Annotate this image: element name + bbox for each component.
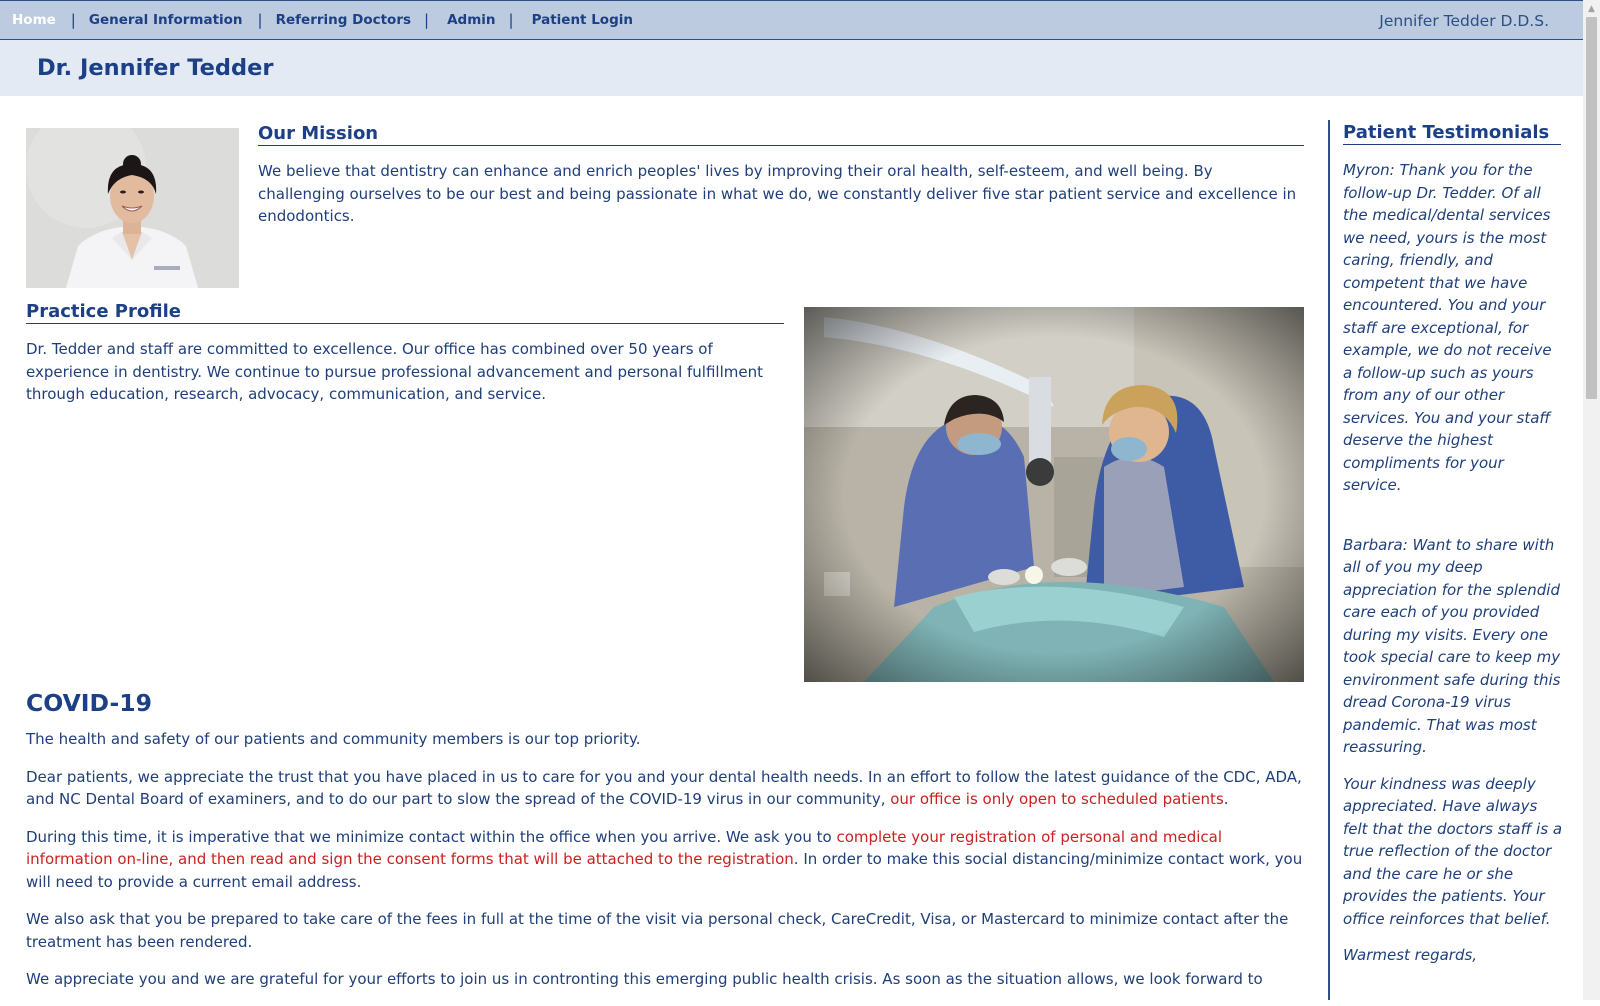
- nav-referring-doctors-link[interactable]: Referring Doctors: [275, 12, 412, 28]
- portrait-illustration: [26, 128, 239, 288]
- nav-separator: |: [70, 11, 76, 29]
- page-title: Dr. Jennifer Tedder: [37, 55, 274, 81]
- scroll-up-arrow-icon[interactable]: ▲: [1588, 3, 1595, 14]
- mission-text: We believe that dentistry can enhance and enrich peoples' lives by improving their oral health, self-esteem, and well being. By challenging ourselves to be our best and being passionate in what we do, we constantly deliver five star patient service and excellence in endodontics.: [258, 162, 1297, 225]
- nav-links: [12, 1, 633, 39]
- covid-paragraph-2-text: Dear patients, we appreciate the trust that you have placed in us to care for you and your dental health needs. In an effort to follow the latest guidance of the CDC, ADA, and NC Dental Board of examiners, and to do our part to slow the spread of the COVID-19 virus in our community,: [26, 767, 1302, 808]
- covid-paragraph-3: [26, 826, 1306, 894]
- nav-patient-login-link[interactable]: Patient Login: [531, 12, 633, 28]
- office-treatment-photo: [804, 307, 1304, 682]
- practice-profile-text: Dr. Tedder and staff are committed to excellence. Our office has combined over 50 years of experience in dentistry. We continue to pursue professional advancement and personal fulfillment through education, research, advocacy, communication, and service.: [26, 340, 763, 403]
- covid-paragraph-2: [26, 766, 1306, 811]
- brand-name: Jennifer Tedder D.D.S.: [1379, 12, 1549, 30]
- nav-admin-link[interactable]: Admin: [447, 12, 496, 28]
- nav-home-link[interactable]: Home: [12, 12, 56, 28]
- testimonial-kindness: Your kindness was deeply appreciated. Have always felt that the doctors staff is a true reflection of the doctor and the care he or she provides the patients. Your office reinforces that belief.: [1343, 774, 1562, 928]
- practice-profile-heading: Practice Profile: [26, 301, 784, 324]
- covid-paragraph-3-end: . In order to make this social distancing/minimize contact work, you will need to provide a current email address.: [26, 850, 1303, 891]
- covid-paragraph-2-end: .: [1223, 790, 1229, 808]
- nav-general-information-link[interactable]: General Information: [88, 12, 243, 28]
- nav-separator: |: [257, 11, 263, 29]
- treatment-photo-illustration: [804, 307, 1304, 682]
- covid-heading: COVID-19: [26, 689, 152, 717]
- covid-paragraph-4: We also ask that you be prepared to take care of the fees in full at the time of the visit via personal check, CareCredit, Visa, or Mastercard to minimize contact after the treatment has been rendered.: [26, 910, 1289, 951]
- page-scrollbar[interactable]: [1583, 0, 1600, 1000]
- doctor-portrait-photo: [26, 128, 239, 288]
- nav-separator: |: [424, 11, 430, 29]
- covid-registration-notice: complete your registration of personal and medical information on-line, and then read and sign the consent forms that will be attached to the registration: [26, 827, 1222, 868]
- covid-paragraph-3-text: During this time, it is imperative that we minimize contact within the office when you arrive. We ask you to: [26, 827, 837, 846]
- practice-profile-section: [26, 301, 784, 406]
- testimonial-myron: Myron: Thank you for the follow-up Dr. Tedder. Of all the medical/dental services we need, yours is the most caring, friendly, and competent that we have encountered. You and your staff are exceptional, for example, we do not receive a follow-up such as yours from any of our other services. You and your staff deserve the highest compliments for your service.: [1343, 161, 1552, 494]
- title-band: [0, 40, 1583, 96]
- nav-separator: |: [508, 11, 514, 29]
- covid-section: [26, 689, 1306, 1006]
- mission-section: [258, 123, 1304, 228]
- covid-paragraph-1: The health and safety of our patients and community members is our top priority.: [26, 730, 641, 748]
- testimonial-barbara: Barbara: Want to share with all of you my deep appreciation for the splendid care each of you provided during my visits. Every one took special care to keep my environment safe during this dread Corona-19 virus pandemic. That was most reassuring.: [1343, 535, 1561, 756]
- mission-heading: Our Mission: [258, 123, 1304, 146]
- top-navigation-bar: [0, 0, 1583, 40]
- scrollbar-thumb[interactable]: [1586, 17, 1597, 399]
- covid-scheduled-patients-notice: our office is only open to scheduled patients: [890, 790, 1224, 808]
- testimonials-heading: Patient Testimonials: [1343, 122, 1561, 145]
- covid-paragraph-5: We appreciate you and we are grateful for your efforts to join us in contronting this emerging public health crisis. As soon as the situation allows, we look forward to: [26, 970, 1263, 988]
- testimonial-closing: Warmest regards,: [1343, 946, 1478, 964]
- testimonials-sidebar: [1328, 120, 1562, 1000]
